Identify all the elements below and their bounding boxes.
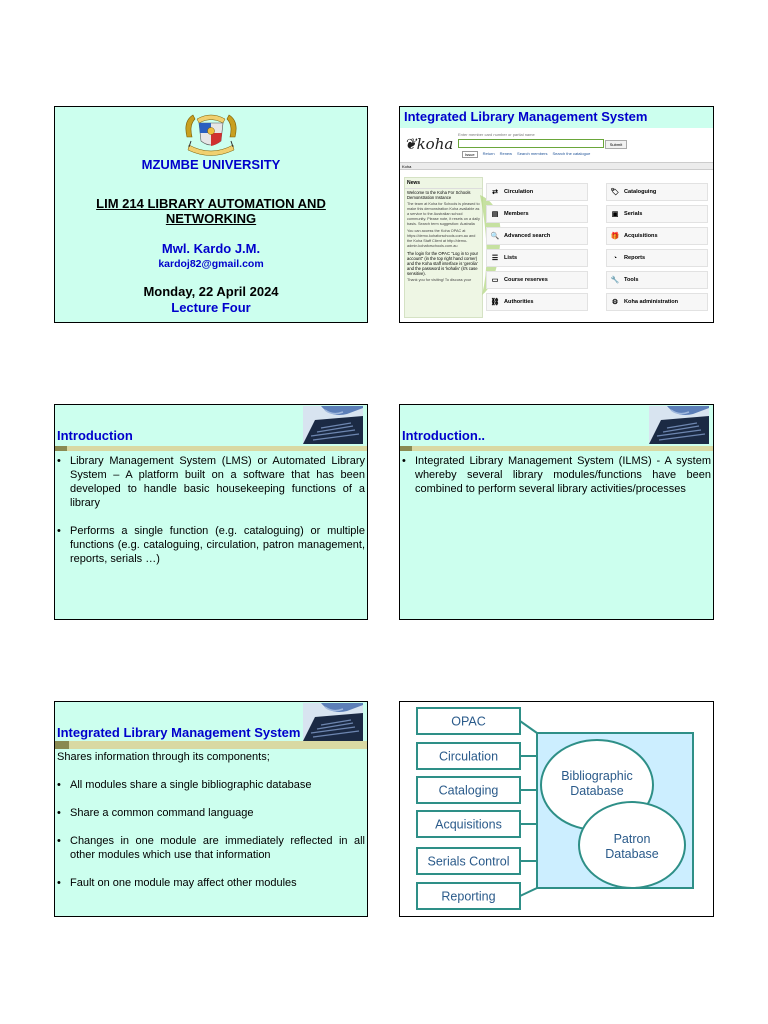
slide-title: Integrated Library Management System xyxy=(404,109,648,124)
keyboard-hands-icon xyxy=(303,703,363,741)
list-item: • Share a common command language xyxy=(57,807,254,819)
intro-text: Shares information through its components; xyxy=(57,751,270,763)
member-search-input[interactable] xyxy=(458,139,604,148)
news-line: Thank you for visiting! To discuss your xyxy=(407,278,472,282)
module-label-cataloging: Cataloging xyxy=(438,783,499,798)
module-reports[interactable]: ◔ Reports xyxy=(606,249,708,267)
slide-title: Integrated Library Management System xyxy=(57,725,301,740)
news-line: The login for the OPAC "Log in to your account" (in the top right hand corner) and the Koha staff interface is 'gerolia' and the password is 'kohaliv' (it's case sensitive). xyxy=(407,251,479,276)
news-line: The team at Koha for Schools is pleased to make this demonstration Koha available as a service to the Australian school community. Please note, it resets on a daily basis. Search term suggestion: Australia xyxy=(407,202,480,226)
tag-icon: 🏷 xyxy=(610,189,620,196)
serials-icon: ▣ xyxy=(611,211,619,218)
patron-db-label-2: Database xyxy=(605,847,659,861)
keyboard-hands-icon xyxy=(303,406,363,444)
module-members[interactable]: ▤ Members xyxy=(486,205,588,223)
ilms-diagram xyxy=(400,702,712,915)
slide-title xyxy=(54,106,368,323)
tab-return[interactable]: Return xyxy=(482,151,495,156)
gift-icon: 🎁 xyxy=(610,233,620,240)
slide-ilms-features xyxy=(54,701,368,917)
lecturer-email: kardoj82@gmail.com xyxy=(158,258,264,270)
module-label-opac: OPAC xyxy=(451,714,486,729)
list-item: • All modules share a single bibliographic database xyxy=(57,779,312,791)
module-cataloguing[interactable]: 🏷 Cataloguing xyxy=(606,183,708,201)
lecture-number: Lecture Four xyxy=(171,300,251,315)
university-name: MZUMBE UNIVERSITY xyxy=(141,157,281,172)
authorities-icon: ⛓ xyxy=(490,299,500,306)
module-circulation[interactable]: ⇄ Circulation xyxy=(486,183,588,201)
bibliographic-db-label-2: Database xyxy=(570,784,624,798)
circulation-icon: ⇄ xyxy=(492,189,498,196)
connector-lines xyxy=(520,721,537,896)
news-title: News xyxy=(405,178,482,189)
tab-search-catalogue[interactable]: Search the catalogue xyxy=(552,151,591,156)
tab-renew[interactable]: Renew xyxy=(499,151,513,156)
slide-introduction-continued xyxy=(399,404,714,620)
list-item: • Changes in one module are immediately reflected in all other modules which use that information xyxy=(57,835,365,861)
news-line: Welcome to the Koha For Schools Demonstration Instance xyxy=(407,190,471,200)
slide-ilms-diagram xyxy=(399,701,714,917)
wrench-icon: 🔧 xyxy=(610,277,620,284)
list-item: • Library Management System (LMS) or Automated Library System – A platform built on a software that has been developed to handle basic housekeeping functions of a library xyxy=(57,455,365,509)
tab-issue[interactable]: Issue xyxy=(462,151,478,158)
slide-koha-screenshot xyxy=(399,106,714,323)
module-label-reporting: Reporting xyxy=(441,889,496,904)
module-advanced-search[interactable]: 🔍 Advanced search xyxy=(486,227,588,245)
module-label-serials-control: Serials Control xyxy=(427,854,510,869)
pie-chart-icon: ◔ xyxy=(612,254,618,262)
lecture-date: Monday, 22 April 2024 xyxy=(143,284,279,299)
breadcrumb: Koha xyxy=(400,162,713,170)
module-serials[interactable]: ▣ Serials xyxy=(606,205,708,223)
slide-title: Introduction.. xyxy=(402,428,486,443)
lecturer-name: Mwl. Kardo J.M. xyxy=(161,241,261,256)
university-crest-icon xyxy=(179,111,243,161)
gear-icon: ⚙ xyxy=(611,299,619,306)
slide-title: Introduction xyxy=(57,428,133,443)
keyboard-hands-icon xyxy=(649,406,709,444)
koha-logo: ❦koha xyxy=(404,135,454,153)
list-item: • Integrated Library Management System (ILMS) - A system whereby several library modules/functions have been combined to perform several library activities/processes xyxy=(402,455,711,495)
list-item: • Fault on one module may affect other modules xyxy=(57,877,297,889)
module-acquisitions[interactable]: 🎁 Acquisitions xyxy=(606,227,708,245)
koha-tabs xyxy=(462,151,590,158)
bullet-list xyxy=(402,454,711,510)
search-icon: 🔍 xyxy=(490,233,500,240)
module-label-acquisitions: Acquisitions xyxy=(435,817,502,832)
members-icon: ▤ xyxy=(491,211,499,218)
title-divider xyxy=(400,446,713,451)
koha-screenshot xyxy=(400,128,713,322)
search-hint: Enter member card number or partial name xyxy=(458,132,535,137)
module-tools[interactable]: 🔧 Tools xyxy=(606,271,708,289)
slide-introduction xyxy=(54,404,368,620)
module-lists[interactable]: ☰ Lists xyxy=(486,249,588,267)
tab-search-members[interactable]: Search members xyxy=(517,151,548,156)
submit-button[interactable]: Submit xyxy=(605,140,627,149)
lists-icon: ☰ xyxy=(491,255,499,262)
news-line: You can access the Koha OPAC at https://demo.kohaforschools.com.au and the Koha Staff Client at http://demo-admin.kohaforschools.com.au xyxy=(407,229,476,248)
course-reserves-icon: ▭ xyxy=(491,277,499,284)
bullet-list xyxy=(57,454,365,580)
title-divider xyxy=(55,446,367,451)
patron-db-label-1: Patron xyxy=(613,832,651,846)
title-divider xyxy=(55,741,367,749)
bibliographic-db-label-1: Bibliographic xyxy=(561,769,633,783)
news-panel xyxy=(404,177,483,318)
module-course-reserves[interactable]: ▭ Course reserves xyxy=(486,271,588,289)
list-item: • Performs a single function (e.g. cataloguing) or multiple functions (e.g. cataloguing, circulation, patron management, reports, serials …) xyxy=(57,525,365,565)
module-label-circulation: Circulation xyxy=(438,749,499,764)
bullet-list xyxy=(57,750,365,904)
module-authorities[interactable]: ⛓ Authorities xyxy=(486,293,588,311)
module-koha-administration[interactable]: ⚙ Koha administration xyxy=(606,293,708,311)
course-title: LIM 214 LIBRARY AUTOMATION AND NETWORKING xyxy=(96,196,326,226)
